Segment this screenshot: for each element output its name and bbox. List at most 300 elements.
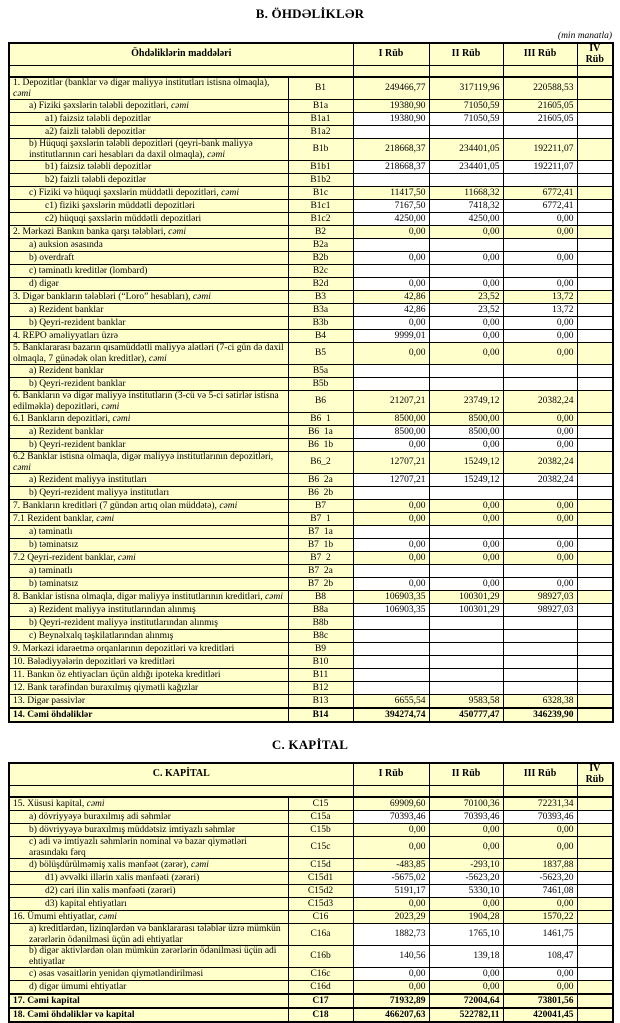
value-cell bbox=[577, 291, 613, 304]
row-label-em: cəmi bbox=[221, 187, 240, 198]
row-label-text: a) Rezident banklar bbox=[29, 365, 104, 376]
value-cell bbox=[577, 968, 613, 981]
row-label-text: b) Qeyri-rezident maliyyə institutları bbox=[29, 487, 170, 498]
capital-title: C. KAPİTAL bbox=[271, 737, 349, 752]
row-label-text: a) kreditlərdən, lizinqlərdən və banklararası tələblər üzrə mümkün zərərlərin ödənilməsi üçün adi ehtiyatlar bbox=[29, 924, 281, 945]
value-cell: -483,85 bbox=[353, 859, 429, 872]
liabilities-title: B. ÖHDƏLİKLƏR bbox=[255, 6, 365, 21]
value-cell: 0,00 bbox=[353, 500, 429, 513]
value-cell: 0,00 bbox=[503, 439, 577, 452]
value-cell: 4250,00 bbox=[429, 213, 503, 226]
value-cell bbox=[429, 565, 503, 578]
row-label-text: d3) kapital ehtiyatları bbox=[45, 898, 127, 909]
table-row bbox=[9, 126, 613, 139]
spacer-cell bbox=[429, 786, 503, 798]
value-cell: 234401,05 bbox=[429, 161, 503, 174]
row-label-cell bbox=[9, 378, 288, 391]
row-code-cell: C15d bbox=[288, 859, 353, 872]
value-cell bbox=[429, 643, 503, 656]
value-cell: 218668,37 bbox=[353, 139, 429, 161]
row-label-text: c1) fiziki şəxslərin müddətli depozitləri bbox=[45, 200, 195, 211]
value-cell: 0,00 bbox=[353, 513, 429, 526]
row-code-cell: B5b bbox=[288, 378, 353, 391]
value-cell bbox=[353, 239, 429, 252]
value-cell: 0,00 bbox=[353, 824, 429, 837]
value-cell bbox=[577, 239, 613, 252]
table-row bbox=[9, 811, 613, 824]
row-code-cell: C15 bbox=[288, 797, 353, 811]
value-cell: 6655,54 bbox=[353, 695, 429, 709]
row-code-cell: B4 bbox=[288, 330, 353, 343]
row-label-text: a) dövriyyəyə buraxılmış adi səhmlər bbox=[29, 811, 171, 822]
row-label-em: cəmi bbox=[207, 149, 226, 160]
value-cell: 346239,90 bbox=[503, 708, 577, 722]
table-row bbox=[9, 695, 613, 709]
col-header-q2: II Rüb bbox=[429, 763, 503, 786]
value-cell: 23749,12 bbox=[429, 391, 503, 413]
value-cell: 0,00 bbox=[353, 317, 429, 330]
value-cell: 70393,46 bbox=[429, 811, 503, 824]
value-cell: 71050,59 bbox=[429, 113, 503, 126]
value-cell: 42,86 bbox=[353, 291, 429, 304]
value-cell: 4250,00 bbox=[353, 213, 429, 226]
value-cell: 192211,07 bbox=[503, 161, 577, 174]
row-label-text: 11. Bankın öz ehtiyacları üçün aldığı ipoteka kreditləri bbox=[13, 669, 221, 680]
row-label-cell bbox=[9, 513, 288, 526]
value-cell: 15249,12 bbox=[429, 452, 503, 474]
row-label-text: b) təminatsız bbox=[29, 578, 79, 589]
value-cell: 0,00 bbox=[429, 252, 503, 265]
row-label-text: 17. Cəmi kapital bbox=[13, 995, 80, 1006]
row-label-text: c) Fiziki və hüquqi şəxslərin müddətli depozitləri, bbox=[29, 187, 219, 198]
row-code-cell: C16b bbox=[288, 946, 353, 968]
table-row bbox=[9, 239, 613, 252]
value-cell bbox=[429, 487, 503, 500]
table-row bbox=[9, 591, 613, 604]
value-cell bbox=[503, 617, 577, 630]
row-label-cell bbox=[9, 330, 288, 343]
value-cell bbox=[503, 682, 577, 695]
table-row bbox=[9, 578, 613, 591]
row-code-cell: B7 2a bbox=[288, 565, 353, 578]
value-cell bbox=[503, 630, 577, 643]
row-label-cell bbox=[9, 824, 288, 837]
value-cell bbox=[577, 343, 613, 365]
value-cell: 21207,21 bbox=[353, 391, 429, 413]
table-row bbox=[9, 946, 613, 968]
row-code-cell: B6 1b bbox=[288, 439, 353, 452]
row-label-text: d1) əvvəlki illərin xalis mənfəəti (zərəri) bbox=[45, 872, 200, 883]
value-cell: 0,00 bbox=[503, 252, 577, 265]
row-label-text: c) əsas vəsaitlərin yenidən qiymətləndirilməsi bbox=[29, 968, 204, 979]
value-cell: 0,00 bbox=[429, 439, 503, 452]
value-cell: 71050,59 bbox=[429, 100, 503, 113]
spacer-cell bbox=[353, 786, 429, 798]
row-label-cell bbox=[9, 981, 288, 995]
row-label-cell bbox=[9, 100, 288, 113]
row-code-cell: C15d1 bbox=[288, 872, 353, 885]
row-label-text: 6. Bankların və digər maliyyə institutların (3-cü və 5-ci sətirlər istisna edilməklə) depozitləri, bbox=[13, 391, 279, 412]
value-cell: 1765,10 bbox=[429, 924, 503, 946]
value-cell: 0,00 bbox=[503, 824, 577, 837]
row-code-cell: B7 1a bbox=[288, 526, 353, 539]
value-cell bbox=[577, 630, 613, 643]
value-cell bbox=[577, 708, 613, 722]
row-label-cell bbox=[9, 291, 288, 304]
row-label-em: cəmi bbox=[168, 226, 187, 237]
value-cell: 108,47 bbox=[503, 946, 577, 968]
value-cell bbox=[577, 174, 613, 187]
row-label-cell bbox=[9, 200, 288, 213]
table-row bbox=[9, 981, 613, 995]
value-cell: 106903,35 bbox=[353, 591, 429, 604]
row-label-text: 9. Mərkəzi idarəetmə orqanlarının depozitləri və kreditləri bbox=[13, 643, 235, 654]
value-cell: 0,00 bbox=[429, 552, 503, 565]
row-label-cell bbox=[9, 811, 288, 824]
row-label-text: c) təminatlı kreditlər (lombard) bbox=[29, 265, 148, 276]
value-cell: 5191,17 bbox=[353, 885, 429, 898]
row-code-cell: B13 bbox=[288, 695, 353, 709]
table-row bbox=[9, 474, 613, 487]
value-cell: 0,00 bbox=[503, 213, 577, 226]
value-cell bbox=[577, 278, 613, 291]
value-cell: 70393,46 bbox=[503, 811, 577, 824]
value-cell: -5675,02 bbox=[353, 872, 429, 885]
value-cell bbox=[577, 859, 613, 872]
value-cell: 0,00 bbox=[353, 898, 429, 911]
row-label-cell bbox=[9, 924, 288, 946]
value-cell bbox=[503, 265, 577, 278]
row-code-cell: C16 bbox=[288, 911, 353, 924]
row-code-cell: B7 2b bbox=[288, 578, 353, 591]
table-row bbox=[9, 174, 613, 187]
row-label-cell bbox=[9, 413, 288, 426]
value-cell: 0,00 bbox=[429, 539, 503, 552]
row-label-cell bbox=[9, 487, 288, 500]
value-cell: 0,00 bbox=[503, 837, 577, 859]
table-row bbox=[9, 656, 613, 669]
table-row bbox=[9, 859, 613, 872]
value-cell: 11668,32 bbox=[429, 187, 503, 200]
row-label-cell bbox=[9, 994, 288, 1008]
value-cell bbox=[577, 500, 613, 513]
row-label-cell bbox=[9, 898, 288, 911]
table-row bbox=[9, 500, 613, 513]
table-row bbox=[9, 343, 613, 365]
row-label-cell bbox=[9, 139, 288, 161]
row-label-text: b) digər aktivlərdən olan mümkün zərərlərin ödənilməsi üçün adi ehtiyatlar bbox=[29, 946, 277, 967]
value-cell: 1837,88 bbox=[503, 859, 577, 872]
row-label-cell bbox=[9, 911, 288, 924]
row-label-text: b1) faizsiz tələbli depozitlər bbox=[45, 161, 152, 172]
value-cell: -5623,20 bbox=[429, 872, 503, 885]
row-label-cell bbox=[9, 946, 288, 968]
row-code-cell: B1b bbox=[288, 139, 353, 161]
row-label-cell bbox=[9, 617, 288, 630]
row-label-cell bbox=[9, 578, 288, 591]
col-header-q1: I Rüb bbox=[353, 763, 429, 786]
table-row bbox=[9, 77, 613, 100]
spacer-row bbox=[9, 786, 613, 798]
value-cell bbox=[577, 200, 613, 213]
value-cell: 450777,47 bbox=[429, 708, 503, 722]
value-cell bbox=[577, 837, 613, 859]
value-cell: -293,10 bbox=[429, 859, 503, 872]
liabilities-rows bbox=[9, 77, 613, 722]
value-cell bbox=[577, 924, 613, 946]
row-label-cell bbox=[9, 526, 288, 539]
value-cell: 6772,41 bbox=[503, 187, 577, 200]
value-cell bbox=[353, 126, 429, 139]
row-label-text: a) Rezident maliyyə institutlarından alınmış bbox=[29, 604, 196, 615]
value-cell bbox=[577, 252, 613, 265]
row-code-cell: C15b bbox=[288, 824, 353, 837]
row-label-text: b) dövriyyəyə buraxılmış müddətsiz imtiyazlı səhmlər bbox=[29, 824, 236, 835]
row-label-cell bbox=[9, 539, 288, 552]
spacer-cell bbox=[353, 66, 429, 78]
value-cell: 0,00 bbox=[353, 539, 429, 552]
row-code-cell: B6 1 bbox=[288, 413, 353, 426]
row-code-cell: B5 bbox=[288, 343, 353, 365]
row-code-cell: B8a bbox=[288, 604, 353, 617]
row-label-text: a1) faizsiz tələbli depozitlər bbox=[45, 113, 151, 124]
value-cell bbox=[577, 994, 613, 1008]
value-cell bbox=[503, 239, 577, 252]
value-cell bbox=[503, 126, 577, 139]
row-label-cell bbox=[9, 452, 288, 474]
value-cell: 7167,50 bbox=[353, 200, 429, 213]
value-cell: 0,00 bbox=[353, 252, 429, 265]
row-code-cell: B9 bbox=[288, 643, 353, 656]
value-cell bbox=[577, 824, 613, 837]
row-code-cell: B14 bbox=[288, 708, 353, 722]
row-label-cell bbox=[9, 552, 288, 565]
value-cell: 0,00 bbox=[429, 898, 503, 911]
row-label-text: b) Qeyri-rezident banklar bbox=[29, 439, 126, 450]
row-code-cell: B2d bbox=[288, 278, 353, 291]
value-cell: 20382,24 bbox=[503, 452, 577, 474]
row-label-text: 6.2 Banklar istisna olmaqla, digər maliyyə institutlarının depozitləri, bbox=[13, 452, 274, 462]
row-code-cell: C16d bbox=[288, 981, 353, 995]
row-label-text: 7.2 Qeyri-rezident banklar, bbox=[13, 552, 116, 563]
table-row bbox=[9, 213, 613, 226]
row-label-cell bbox=[9, 872, 288, 885]
value-cell: 0,00 bbox=[503, 330, 577, 343]
table-row bbox=[9, 439, 613, 452]
table-row bbox=[9, 317, 613, 330]
value-cell: 0,00 bbox=[503, 968, 577, 981]
row-code-cell: B8c bbox=[288, 630, 353, 643]
value-cell: 15249,12 bbox=[429, 474, 503, 487]
value-cell: 13,72 bbox=[503, 304, 577, 317]
row-code-cell: B6 1a bbox=[288, 426, 353, 439]
value-cell: 23,52 bbox=[429, 291, 503, 304]
value-cell bbox=[429, 630, 503, 643]
value-cell bbox=[353, 630, 429, 643]
row-code-cell: B1b2 bbox=[288, 174, 353, 187]
value-cell: 42,86 bbox=[353, 304, 429, 317]
row-code-cell: B1a1 bbox=[288, 113, 353, 126]
value-cell bbox=[429, 682, 503, 695]
value-cell: 0,00 bbox=[353, 226, 429, 239]
row-label-cell bbox=[9, 252, 288, 265]
value-cell: 9999,01 bbox=[353, 330, 429, 343]
value-cell bbox=[353, 265, 429, 278]
row-label-em: cəmi bbox=[112, 413, 131, 424]
table-row bbox=[9, 526, 613, 539]
row-code-cell: C17 bbox=[288, 994, 353, 1008]
row-label-cell bbox=[9, 837, 288, 859]
row-code-cell: B6 2b bbox=[288, 487, 353, 500]
items-column-header: Öhdəliklərin maddələri bbox=[9, 43, 353, 66]
value-cell bbox=[577, 1008, 613, 1022]
value-cell: 7461,08 bbox=[503, 885, 577, 898]
table-row bbox=[9, 413, 613, 426]
row-label-cell bbox=[9, 591, 288, 604]
capital-column-header: C. KAPİTAL bbox=[9, 763, 353, 786]
value-cell: 0,00 bbox=[503, 413, 577, 426]
value-cell: 218668,37 bbox=[353, 161, 429, 174]
row-label-text: 14. Cəmi öhdəliklər bbox=[13, 709, 93, 720]
value-cell bbox=[353, 365, 429, 378]
row-label-text: a) auksion əsasında bbox=[29, 239, 103, 250]
value-cell bbox=[577, 126, 613, 139]
value-cell bbox=[577, 265, 613, 278]
value-cell: 317119,96 bbox=[429, 77, 503, 100]
table-row bbox=[9, 200, 613, 213]
value-cell: 8500,00 bbox=[353, 413, 429, 426]
value-cell bbox=[577, 77, 613, 100]
value-cell: 23,52 bbox=[429, 304, 503, 317]
row-label-cell bbox=[9, 365, 288, 378]
value-cell: 0,00 bbox=[429, 500, 503, 513]
capital-rows bbox=[9, 797, 613, 1022]
row-label-cell bbox=[9, 426, 288, 439]
value-cell bbox=[577, 643, 613, 656]
value-cell bbox=[577, 682, 613, 695]
value-cell: 21605,05 bbox=[503, 100, 577, 113]
row-code-cell: B12 bbox=[288, 682, 353, 695]
capital-header-row bbox=[9, 763, 613, 786]
table-row bbox=[9, 161, 613, 174]
value-cell: 106903,35 bbox=[353, 604, 429, 617]
value-cell: 12707,21 bbox=[353, 474, 429, 487]
table-row bbox=[9, 824, 613, 837]
row-label-text: d) digər ümumi ehtiyatlar bbox=[29, 981, 127, 992]
value-cell: 0,00 bbox=[503, 513, 577, 526]
value-cell: 71932,89 bbox=[353, 994, 429, 1008]
table-row bbox=[9, 330, 613, 343]
spacer-cell bbox=[9, 66, 353, 78]
row-label-cell bbox=[9, 630, 288, 643]
value-cell: 98927,03 bbox=[503, 591, 577, 604]
value-cell: 2023,29 bbox=[353, 911, 429, 924]
table-row bbox=[9, 487, 613, 500]
col-header-q4: IV Rüb bbox=[577, 43, 613, 66]
value-cell bbox=[577, 604, 613, 617]
row-label-cell bbox=[9, 304, 288, 317]
value-cell bbox=[577, 526, 613, 539]
col-header-q2: II Rüb bbox=[429, 43, 503, 66]
row-code-cell: B7 1 bbox=[288, 513, 353, 526]
value-cell: 0,00 bbox=[429, 226, 503, 239]
value-cell: 69909,60 bbox=[353, 797, 429, 811]
spacer-cell bbox=[577, 786, 613, 798]
value-cell: 20382,24 bbox=[503, 474, 577, 487]
value-cell bbox=[577, 872, 613, 885]
value-cell bbox=[577, 911, 613, 924]
row-label-em: cəmi bbox=[13, 88, 31, 99]
table-row bbox=[9, 452, 613, 474]
row-label-text: b) Qeyri-rezident banklar bbox=[29, 378, 126, 389]
value-cell bbox=[353, 643, 429, 656]
row-label-cell bbox=[9, 174, 288, 187]
value-cell bbox=[577, 487, 613, 500]
value-cell bbox=[577, 797, 613, 811]
row-code-cell: B8b bbox=[288, 617, 353, 630]
table-row bbox=[9, 113, 613, 126]
value-cell bbox=[577, 898, 613, 911]
value-cell bbox=[577, 226, 613, 239]
row-label-cell bbox=[9, 317, 288, 330]
row-label-cell bbox=[9, 391, 288, 413]
row-code-cell: C16c bbox=[288, 968, 353, 981]
row-code-cell: B1a bbox=[288, 100, 353, 113]
value-cell: 9583,58 bbox=[429, 695, 503, 709]
row-code-cell: B5a bbox=[288, 365, 353, 378]
col-header-q3: III Rüb bbox=[503, 763, 577, 786]
row-code-cell: B2b bbox=[288, 252, 353, 265]
value-cell: 0,00 bbox=[503, 226, 577, 239]
value-cell bbox=[577, 591, 613, 604]
row-code-cell: B1 bbox=[288, 77, 353, 100]
value-cell: 19380,90 bbox=[353, 113, 429, 126]
row-label-text: c) adi və imtiyazlı səhmlərin nominal və bazar qiymətləri arasındakı fərq bbox=[29, 837, 247, 858]
value-cell bbox=[577, 656, 613, 669]
unit-note: (min manatla) bbox=[557, 31, 612, 41]
value-cell: 0,00 bbox=[503, 552, 577, 565]
col-header-q4: IV Rüb bbox=[577, 763, 613, 786]
row-code-cell: B7 2 bbox=[288, 552, 353, 565]
row-code-cell: B2c bbox=[288, 265, 353, 278]
value-cell: 0,00 bbox=[353, 439, 429, 452]
row-label-text: a) Rezident banklar bbox=[29, 304, 104, 315]
table-row bbox=[9, 617, 613, 630]
value-cell: 21605,05 bbox=[503, 113, 577, 126]
value-cell bbox=[503, 487, 577, 500]
value-cell: 72004,64 bbox=[429, 994, 503, 1008]
value-cell: 70100,36 bbox=[429, 797, 503, 811]
row-label-em: cəmi bbox=[86, 798, 105, 809]
liabilities-header-row bbox=[9, 43, 613, 66]
row-code-cell: C18 bbox=[288, 1008, 353, 1022]
value-cell: 0,00 bbox=[353, 343, 429, 365]
value-cell bbox=[353, 669, 429, 682]
value-cell: 0,00 bbox=[429, 981, 503, 995]
row-code-cell: B11 bbox=[288, 669, 353, 682]
row-label-cell bbox=[9, 278, 288, 291]
row-label-cell bbox=[9, 77, 288, 100]
value-cell bbox=[577, 565, 613, 578]
row-label-cell bbox=[9, 161, 288, 174]
table-row bbox=[9, 252, 613, 265]
row-label-em: cəmi bbox=[192, 291, 211, 302]
table-row bbox=[9, 630, 613, 643]
table-row bbox=[9, 994, 613, 1008]
row-label-text: 16. Ümumi ehtiyatlar, bbox=[13, 911, 97, 922]
row-code-cell: B8 bbox=[288, 591, 353, 604]
table-row bbox=[9, 513, 613, 526]
